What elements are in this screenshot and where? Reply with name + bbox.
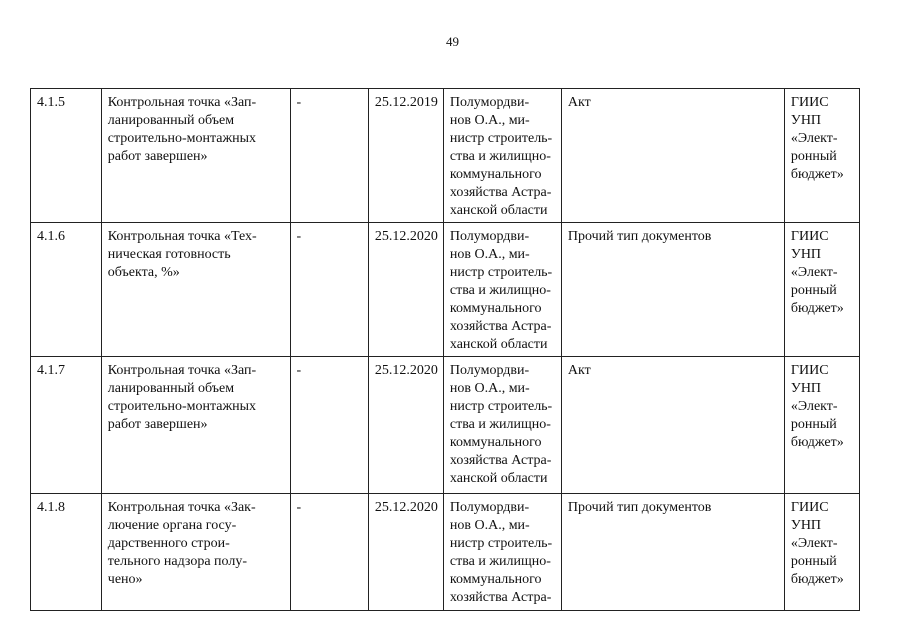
cell-document bbox=[561, 223, 784, 357]
control-points-table bbox=[30, 88, 860, 611]
cell-document bbox=[561, 357, 784, 494]
cell-name bbox=[101, 494, 290, 611]
row-date: 25.12.2020 bbox=[374, 229, 438, 244]
table-row bbox=[31, 357, 860, 494]
row-document: Акт bbox=[567, 363, 591, 378]
cell-responsible bbox=[443, 494, 561, 611]
cell-responsible bbox=[443, 357, 561, 494]
cell-system bbox=[784, 357, 859, 494]
row-document: Прочий тип документов bbox=[567, 229, 712, 244]
cell-dash bbox=[290, 494, 368, 611]
table-row bbox=[31, 89, 860, 223]
cell-name bbox=[101, 357, 290, 494]
row-dash: - bbox=[296, 95, 302, 110]
cell-document bbox=[561, 494, 784, 611]
cell-name bbox=[101, 89, 290, 223]
row-name: Контрольная точка «Тех- ническая готовность объекта, %» bbox=[107, 229, 257, 280]
row-document: Акт bbox=[567, 95, 591, 110]
cell-number bbox=[31, 357, 102, 494]
row-date: 25.12.2020 bbox=[374, 500, 438, 515]
row-number: 4.1.5 bbox=[37, 95, 65, 110]
row-system: ГИИС УНП «Элект- ронный бюджет» bbox=[790, 95, 844, 182]
cell-date bbox=[368, 494, 443, 611]
row-system: ГИИС УНП «Элект- ронный бюджет» bbox=[790, 363, 844, 450]
row-dash: - bbox=[296, 500, 302, 515]
cell-date bbox=[368, 223, 443, 357]
cell-system bbox=[784, 89, 859, 223]
table-row bbox=[31, 494, 860, 611]
row-dash: - bbox=[296, 363, 302, 378]
row-name: Контрольная точка «Зап- ланированный объем строительно-монтажных работ завершен» bbox=[107, 95, 257, 164]
row-number: 4.1.8 bbox=[37, 500, 65, 515]
cell-dash bbox=[290, 223, 368, 357]
row-responsible: Полумордви- нов О.А., ми- нистр строитель- ства и жилищно- коммунального хозяйства Астра- bbox=[449, 500, 553, 605]
page-number: 49 bbox=[446, 34, 459, 49]
cell-responsible bbox=[443, 223, 561, 357]
table-row bbox=[31, 223, 860, 357]
row-system: ГИИС УНП «Элект- ронный бюджет» bbox=[790, 500, 844, 587]
row-responsible: Полумордви- нов О.А., ми- нистр строитель- ства и жилищно- коммунального хозяйства Астра- ханской области bbox=[449, 95, 553, 218]
row-name: Контрольная точка «Зак- лючение органа госу- дарственного строи- тельного надзора полу- чено» bbox=[107, 500, 256, 587]
row-document: Прочий тип документов bbox=[567, 500, 712, 515]
cell-date bbox=[368, 89, 443, 223]
row-date: 25.12.2019 bbox=[374, 95, 438, 110]
row-dash: - bbox=[296, 229, 302, 244]
cell-name bbox=[101, 223, 290, 357]
cell-system bbox=[784, 494, 859, 611]
cell-number bbox=[31, 223, 102, 357]
row-date: 25.12.2020 bbox=[374, 363, 438, 378]
row-responsible: Полумордви- нов О.А., ми- нистр строитель- ства и жилищно- коммунального хозяйства Астра- ханской области bbox=[449, 363, 553, 486]
cell-responsible bbox=[443, 89, 561, 223]
row-number: 4.1.7 bbox=[37, 363, 65, 378]
cell-number bbox=[31, 494, 102, 611]
cell-system bbox=[784, 223, 859, 357]
row-name: Контрольная точка «Зап- ланированный объем строительно-монтажных работ завершен» bbox=[107, 363, 257, 432]
cell-dash bbox=[290, 357, 368, 494]
cell-dash bbox=[290, 89, 368, 223]
row-number: 4.1.6 bbox=[37, 229, 65, 244]
row-responsible: Полумордви- нов О.А., ми- нистр строитель- ства и жилищно- коммунального хозяйства Астра- ханской области bbox=[449, 229, 553, 352]
cell-document bbox=[561, 89, 784, 223]
cell-date bbox=[368, 357, 443, 494]
row-system: ГИИС УНП «Элект- ронный бюджет» bbox=[790, 229, 844, 316]
cell-number bbox=[31, 89, 102, 223]
